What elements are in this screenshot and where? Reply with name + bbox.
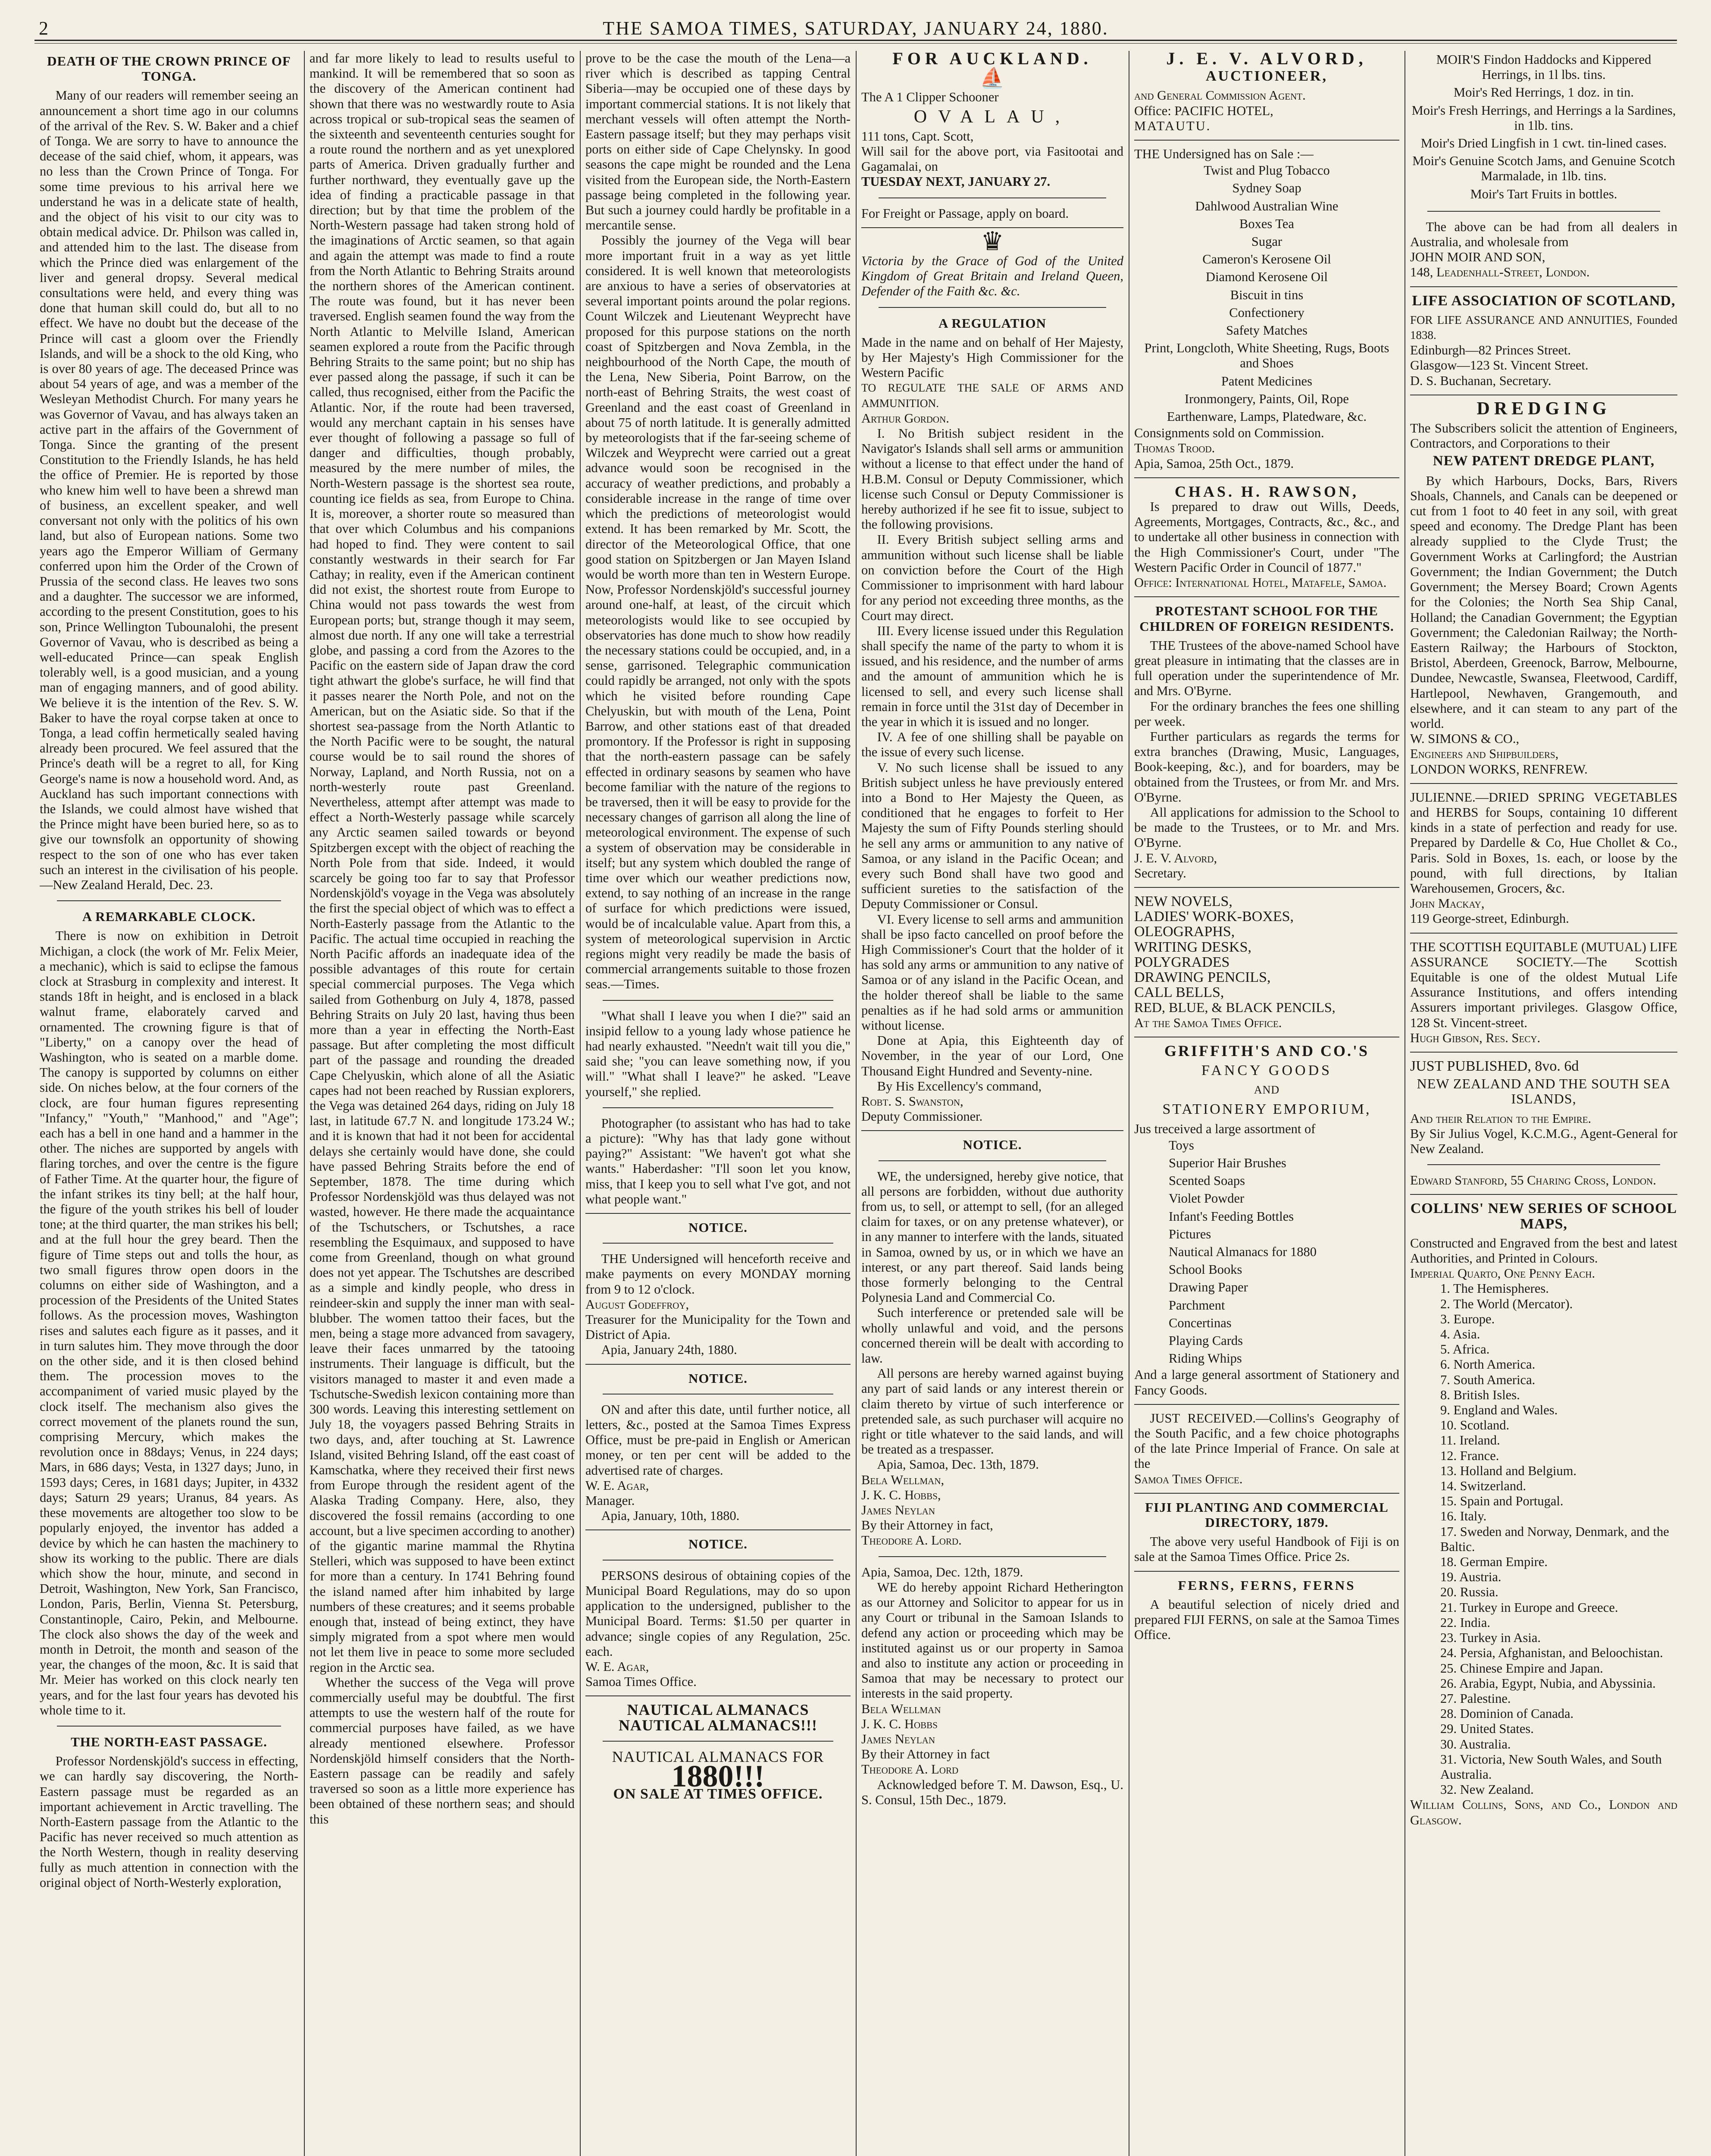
article-paragraph: Many of our readers will remember seeing an announcement a short time ago in our columns of the arrival of the Rev. S. W. Baker and a chief of Tonga. We are sorry to have to announce the decease of the said chief, whom, it appears, was no less than the Crown Prince of Tonga. For some time previous to his arrival here we understand he was in a delicate state of health, and the object of his visit to our city was to obtain medical advice. Dr. Philson was called in, and attended him to the last. The disease from which the Prince died was enlargement of the liver and general dropsy. Several medical consultations were held, and every thing was done that human skill could do, but all to no effect. We have no doubt but the decease of the Prince will cast a gloom over the Friendly Islands, and will be a shock to the old King, who is over 80 years of age. The deceased Prince was about 54 years of age, and was a member of the Wesleyan Methodist Church. For many years he was Governor of Vavau, and has always taken an active part in the affairs of the Government of Tonga. Since the granting of the present Constitution to the Friendly Islands, he has held the office of Premier. He is reported by those who knew him well to have been a shrewd man of business, an excellent speaker, and well conversant not only with the politics of his own land, but also of European nations. Some two years ago the Emperor William of Germany conferred upon him the Order of the Crown of Prussia of the second class. He leaves two sons and a daughter. The successor we are informed, according to the present Constitution, goes to his son, Prince Wellington Tubounalohi, the present Governor of Vavau, who is described as being a well-educated Prince—can speak English tolerably well, is a good musician, and a young man of engaging manners, and of good ability. We believe it is the intention of the Rev. S. W. Baker to have the royal corpse taken at once to Tonga, a lead coffin hermetically sealed having already been procured. We feel assured that the Prince's death will be a regret to all, for King George's name is now a household word. And, as Auckland has such important connections with the Islands, we could almost have wished that the Prince might have been buried here, so as to give our townsfolk an opportunity of showing respect to the son of one who has ever taken such an interest in the civilisation of his people.—New Zealand Herald, Dec. 23. [40, 88, 298, 892]
moir-item: Moir's Dried Lingfish in 1 cwt. tin-lined cases. [1420, 136, 1667, 151]
article-paragraph: There is now on exhibition in Detroit Michigan, a clock (the work of Mr. Felix Meier, a mechanic), which is said to eclipse the famous clock at Strasburg in complexity and interest. It stands 18ft in height, and is enclosed in a black walnut frame, elaborately carved and ornamented. The crowning figure is that of "Liberty," on a canopy over the head of Washington, who is seated on a marble dome. The canopy is supported by columns on either side. On niches below, at the four corners of the clock, are four human figures representing "Infancy," "Youth," "Manhood," and "Age"; each has a bell in one hand and a hammer in the other. The niches are supported by angels with flaring torches, and over the centre is the figure of Father Time. At the quarter hour, the figure of the infant strikes its tiny bell; at the half hour, the figure of the youth strikes his bell of louder tone; at the third quarter, the man strikes his bell; and at the full hour the grey beard. Then the figure of Time steps out and tolls the hour, as two small figures throw open doors in the columns on either side of Washington, and a procession of the Presidents of the United States follows. As the procession moves, Washington rises and salutes each figure as it passes, and it in turn salutes him. They move through the door on the other side, and it is then closed behind them. The procession moves to the accompaniment of varied music played by the clock itself. The mechanism also gives the correct movement of the planets round the sun, comprising Mercury, which makes the revolution once in 88days; Venus, in 224 days; Mars, in 686 days; Vesta, in 1327 days; Juno, in 1593 days; Ceres, in 1681 days; Jupiter, in 4332 days; Saturn 29 years; Uranus, 84 years. As these movements are altogether too slow to be popularly enjoyed, the inventor has added a device by which he can hasten the machinery to show its working to the public. There are dials which show the hour, minute, and second in Detroit, Washington, New York, San Francisco, London, Paris, Berlin, Vienna St. Petersburg, Constantinople, Cairo, Pekin, and Melbourne. The clock also shows the day of the week and month in Detroit, the month and season of the year, the changes of the moon, &c. It is said that Mr. Meier has worked on this clock nearly ten years, and for the last four years has devoted his whole time to it. [40, 928, 298, 1717]
divider [603, 1394, 833, 1395]
moir-item: Moir's Genuine Scotch Jams, and Genuine Scotch Marmalade, in 1lb. tins. [1412, 154, 1675, 184]
ad-text: Constructed and Engraved from the best and latest Authorities, and Printed in Colours. [1410, 1235, 1677, 1266]
notice-signatory: Bela Wellman, [861, 1472, 945, 1487]
notice-signatory: J. K. C. Hobbs, [861, 1487, 941, 1502]
ship-icon: ⛵ [980, 67, 1005, 89]
regulation-clause: V. No such license shall be issued to any British subject unless he have previously entered into a Bond to Her Majesty the Queen, as conditioned that he engages to forfeit to Her Majesty the sum of Fifty Pounds sterling should he sell any arms or ammunition to any native of Samoa, or any island in the Pacific Ocean; and every such Bond shall have two good and sufficient sureties to the satisfaction of the Deputy Commissioner or Consul. [861, 760, 1123, 912]
notice-signatory: J. K. C. Hobbs [861, 1716, 938, 1731]
notice-date: Apia, Samoa, Dec. 13th, 1879. [877, 1457, 1039, 1472]
ad-title: DREDGING [1476, 398, 1611, 419]
ad-line: Samoa Times Office. [1134, 1471, 1243, 1486]
regulation-done: Done at Apia, this Eighteenth day of November, in the year of our Lord, One Thousand Eight Hundred and Seventy-nine. [861, 1033, 1123, 1078]
ad-signatory: John Mackay, [1410, 896, 1485, 911]
notice-postage [585, 1371, 851, 1524]
goods-list [1134, 162, 1399, 426]
notice-title: NOTICE. [688, 1536, 748, 1552]
goods-item: Cameron's Kerosene Oil [1202, 252, 1331, 267]
ad-signatory: JOHN MOIR AND SON, [1410, 250, 1545, 265]
divider [585, 1529, 851, 1530]
divider [879, 1556, 1106, 1557]
ad-line: Engineers and Shipbuilders, [1410, 746, 1559, 761]
map-item: 25. Chinese Empire and Japan. [1440, 1661, 1603, 1676]
ad-signatory: Thomas Trood. [1134, 441, 1215, 456]
divider [603, 1560, 833, 1561]
regulation-role: Deputy Commissioner. [861, 1109, 983, 1124]
map-item: 26. Arabia, Egypt, Nubia, and Abyssinia. [1440, 1676, 1656, 1691]
regulation-intro: Made in the name and on behalf of Her Majesty, by Her Majesty's High Commissioner for the Western Pacific [861, 335, 1123, 380]
ad-nautical-almanacs [585, 1702, 851, 1802]
divider [879, 1160, 1106, 1161]
ad-title: FIJI PLANTING AND COMMERCIAL DIRECTORY, 1879. [1145, 1499, 1389, 1530]
map-item: 4. Asia. [1440, 1327, 1480, 1342]
notice-line: Acknowledged before T. M. Dawson, Esq., U. S. Consul, 15th Dec., 1879. [861, 1777, 1123, 1807]
map-item: 11. Ireland. [1440, 1433, 1500, 1448]
notice-line: By their Attorney in fact [861, 1747, 990, 1762]
map-item: 29. United States. [1440, 1721, 1534, 1736]
notice-text: WE do hereby appoint Richard Hetherington as our Attorney and Solicitor to appear for us in any Court or tribunal in the Samoan Islands to defend any action or proceeding which may be instituted against us or our property in Samoa and also to institute any action or proceeding in Samoa that may be necessary to protect our interests in the said property. [861, 1579, 1123, 1701]
regulation-clause: I. No British subject resident in the Navigator's Islands shall sell arms or ammunition without a license to that effect under the hand of H.B.M. Consul or Deputy Commissioner, which license such Consul or Deputy Commissioner is hereby authorized if he see fit to issue, subject to the following provisions. [861, 426, 1123, 532]
divider [879, 197, 1106, 198]
goods-item: Diamond Kerosene Oil [1206, 270, 1328, 285]
map-item: 5. Africa. [1440, 1342, 1490, 1357]
notice-regulations [585, 1536, 851, 1689]
map-item: 31. Victoria, New South Wales, and South Australia. [1440, 1752, 1662, 1782]
notice-role: Manager. [585, 1493, 635, 1508]
ad-line: 111 tons, Capt. Scott, [861, 128, 974, 144]
moir-item: Moir's Tart Fruits in bottles. [1470, 186, 1617, 201]
notice-signatory: James Neylan [861, 1503, 935, 1518]
divider [57, 900, 281, 901]
notice-role: Treasurer for the Municipality for the Town and District of Apia. [585, 1312, 851, 1342]
ad-line: DRAWING PENCILS, [1134, 969, 1271, 985]
goods-item: Sydney Soap [1232, 181, 1301, 196]
notice-line: By their Attorney in fact, [861, 1518, 993, 1533]
map-item: 8. British Isles. [1440, 1387, 1520, 1402]
ad-text: JUST RECEIVED.—Collins's Geography of the South Pacific, and a few choice photographs of the late Prince Imperial of France. On sale at the [1134, 1410, 1399, 1471]
ad-text: The Subscribers solicit the attention of Engineers, Contractors, and Corporations to their [1410, 421, 1677, 451]
goods-item: Patent Medicines [1221, 373, 1312, 389]
ad-signatory: D. S. Buchanan, Secretary. [1410, 373, 1551, 388]
column-1 [40, 51, 298, 2156]
notice-signatory: Theodore A. Lord [861, 1762, 959, 1777]
ad-subtitle: NEW PATENT DREDGE PLANT, [1433, 453, 1655, 469]
ad-line: OLEOGRAPHS, [1134, 924, 1235, 940]
notice-title: NOTICE. [963, 1137, 1022, 1153]
notice-text: All persons are hereby warned against buying any part of said lands or any interest therein or claim thereto by virtue of such interference or pretended sale, as such purchaser will acquire no right or title whatever to the said lands, and will be treated as a trespasser. [861, 1366, 1123, 1457]
column-rule [856, 51, 857, 2156]
header-rule [34, 40, 1677, 41]
header-rule-thin [34, 43, 1677, 44]
headline: A REMARKABLE CLOCK. [82, 909, 256, 924]
stock-item: School Books [1169, 1262, 1242, 1277]
ad-line: And their Relation to the Empire. [1410, 1111, 1592, 1126]
map-item: 30. Australia. [1440, 1736, 1511, 1752]
ad-signatory: W. SIMONS & CO., [1410, 731, 1520, 746]
ad-line: WRITING DESKS, [1134, 939, 1251, 955]
divider [585, 1213, 851, 1214]
divider [603, 1741, 833, 1742]
ad-line: RED, BLUE, & BLACK PENCILS, [1134, 1000, 1336, 1015]
ad-text: THE SCOTTISH EQUITABLE (MUTUAL) LIFE ASSURANCE SOCIETY.—The Scottish Equitable is one of the oldest Mutual Life Assurance Institutions, and offers intending Assurers important privileges. Glasgow Office, 128 St. Vincent-street. [1410, 939, 1677, 1030]
divider [603, 1107, 833, 1108]
article-paragraph: Possibly the journey of the Vega will bear more important fruit in a way as yet little considered. It is well known that meteorologists are anxious to have a series of observatories at several important points around the polar regions. Count Wilczek and Lieutenant Weyprecht have proposed for this purpose stations on the north coast of Spitzbergen and Nova Zembla, in the neighbourhood of the North Cape, the mouth of the Lena, New Siberia, Point Barrow, on the north-east of Behring Straits, the west coast of Greenland and the east coast of Greenland in about 75 of north latitude. It is generally admitted by meteorologists that if the far-seeing scheme of Wilczek and Weyprecht were carried out a great advance would soon be recognised in the accuracy of weather predictions, and probably a considerable increase in the range of time over which the predictions of meteorologist would extend. It has been remarked by Mr. Scott, the director of the Meteorological Office, that one good station on Spitzbergen or Jan Mayen Island would be worth more than ten in Western Europe. Now, Professor Nordenskjöld's successful journey around one-half, at least, of the circuit which meteorologists would like to see occupied by observatories has done much to show how readily the necessary stations could be occupied, and, in a sense, garrisoned. Telegraphic communication could rapidly be arranged, not only with the spots which he visited before rounding Cape Chelyuskin, but with mouth of the Lena, Point Barrow, and other stations east of that dreaded promontory. If the Professor is right in supposing that the north-eastern passage can be safely effected in ordinary seasons by seamen who have become familiar with the nature of the regions to be traversed, then it will be easy to provide for the necessary changes of garrison all along the line of meteorological environment. The expense of such a system of observation may be considerable in itself; but any system which doubled the range of time over which our weather predictions now, extend, to say nothing of an increase in the range of surface for which predictions were issued, would be of incalculable value. Apart from this, a system of meteorological supervision in Arctic regions might very readily be made the basis of commercial arrangements suitable to those frozen seas.—Times. [585, 233, 851, 992]
goods-item: Boxes Tea [1239, 216, 1294, 231]
ad-line: 148, Leadenhall-Street, London. [1410, 265, 1590, 280]
notice-title: NOTICE. [688, 1370, 748, 1386]
map-item: 24. Persia, Afghanistan, and Beloochistan. [1440, 1645, 1663, 1661]
notice-signatory: James Neylan [861, 1731, 935, 1746]
stock-item: Superior Hair Brushes [1169, 1156, 1286, 1170]
newspaper-title: THE SAMOA TIMES, SATURDAY, JANUARY 24, 1880. [603, 18, 1109, 39]
stock-item: Nautical Almanacs for 1880 [1169, 1244, 1317, 1260]
stock-item: Riding Whips [1169, 1351, 1242, 1366]
divider [1410, 1052, 1677, 1053]
map-item: 9. England and Wales. [1440, 1403, 1558, 1418]
map-item: 17. Sweden and Norway, Denmark, and the Baltic. [1440, 1524, 1669, 1554]
ad-text: JULIENNE.—DRIED SPRING VEGETABLES and HERBS for Soups, containing 10 different kinds in a state of perfection and ready for use. Prepared by Dardelle & Co, Hue Chollet & Co., Paris. Sold in Boxes, 1s. each, or loose by the pound, with full directions, by Italian Warehousemen, Grocers, &c. [1410, 790, 1677, 896]
royal-crest-icon: ♛ [981, 227, 1004, 256]
ad-line: Consignments sold on Commission. [1134, 426, 1324, 441]
ad-line: MATAUTU. [1134, 118, 1211, 133]
map-item: 12. France. [1440, 1448, 1499, 1463]
ad-subtitle: STATIONERY EMPORIUM, [1162, 1101, 1371, 1118]
notice-date: Apia, January 24th, 1880. [601, 1342, 737, 1357]
ad-line: LADIES' WORK-BOXES, [1134, 909, 1294, 925]
divider [879, 307, 1106, 308]
column-rule [580, 51, 581, 2156]
ad-line: And a large general assortment of Stationery and Fancy Goods. [1134, 1367, 1399, 1398]
ad-title: NAUTICAL ALMANACS NAUTICAL ALMANACS!!! [618, 1701, 818, 1734]
ad-line: 119 George-street, Edinburgh. [1410, 911, 1569, 926]
maps-list [1410, 1281, 1677, 1797]
map-item: 14. Switzerland. [1440, 1479, 1526, 1494]
regulation-clause: VI. Every license to sell arms and ammunition shall be ipso facto cancelled on proof before the High Commissioner's Court that the holder of it has sold any arms or ammunition to any native of Samoa or of any island in the Pacific Ocean, and the holder thereof shall be liable to the same penalties as if he had sold arms or ammunition without license. [861, 912, 1123, 1033]
goods-item: Ironmongery, Paints, Oil, Rope [1185, 391, 1349, 406]
map-item: 20. Russia. [1440, 1585, 1498, 1600]
map-item: 32. New Zealand. [1440, 1782, 1534, 1797]
column-5 [1134, 51, 1399, 2156]
proclamation-heading: Victoria by the Grace of God of the United Kingdom of Great Britain and Ireland Queen, Defender of the Faith &c. &c. [861, 254, 1123, 299]
ad-text: THE Trustees of the above-named School have great pleasure in intimating that the classes are in full operation under the superintendence of Mr. and Mrs. O'Byrne. [1134, 638, 1399, 699]
divider [1410, 933, 1677, 934]
ad-line: Glasgow—123 St. Vincent Street. [1410, 358, 1589, 373]
ad-line: The A 1 Clipper Schooner [861, 90, 999, 105]
ad-signatory: J. E. V. Alvord, [1134, 850, 1217, 865]
notice-signatory: W. E. Agar, [585, 1478, 649, 1493]
regulation-clause: II. Every British subject selling arms and ammunition without such license shall be liable on conviction before the Court of the High Commissioner to imprisonment with hard labour for any period not exceeding three months, as the Court may direct. [861, 532, 1123, 623]
ad-line: Edinburgh—82 Princes Street. [1410, 343, 1571, 358]
ad-line: THE Undersigned has on Sale :— [1134, 147, 1314, 162]
stock-item: Drawing Paper [1169, 1280, 1248, 1295]
divider [1134, 1404, 1399, 1405]
ad-title: GRIFFITH'S AND CO.'S [1164, 1042, 1370, 1059]
map-item: 7. South America. [1440, 1372, 1536, 1387]
ad-line: CALL BELLS, [1134, 984, 1224, 1001]
stock-item: Scented Soaps [1169, 1173, 1245, 1188]
ad-line: NAUTICAL ALMANACS FOR [612, 1748, 824, 1765]
notice-signatory: August Godeffroy, [585, 1297, 689, 1312]
map-item: 13. Holland and Belgium. [1440, 1463, 1576, 1478]
divider [585, 1695, 851, 1696]
headline: THE NORTH-EAST PASSAGE. [71, 1734, 267, 1749]
regulation-signatory: Arthur Gordon. [861, 411, 949, 426]
divider [1410, 783, 1677, 784]
notice-text: PERSONS desirous of obtaining copies of the Municipal Board Regulations, may do so upon application to the undersigned, publisher to the Municipal Board. Terms: $1.50 per quarter in advance; single copies of any Regulation, 25c. each. [585, 1568, 851, 1659]
ad-title: FOR AUCKLAND. [892, 51, 1092, 68]
regulation-clause: III. Every license issued under this Regulation shall specify the name of the party to whom it is issued, and his residence, and the number of arms and the amount of ammunition which he is licensed to sell, and every such license shall remain in force until the 31st day of December in the year in which it is issued and no longer. [861, 623, 1123, 729]
ad-text: The above can be had from all dealers in Australia, and wholesale from [1410, 219, 1677, 250]
ad-line: Office: PACIFIC HOTEL, [1134, 103, 1273, 118]
goods-item: Confectionery [1229, 305, 1304, 320]
article-paragraph: Whether the success of the Vega will prove commercially useful may be doubtful. The first attempts to use the western half of the route for commercial purposes have failed, as we have already mentioned elsewhere. Professor Nordenskjöld himself considers that the North-Eastern passage can be readily and safely traversed so soon as a little more experience has been obtained of these northern seas; and should this [310, 1675, 575, 1827]
stock-item: Parchment [1169, 1297, 1225, 1313]
map-item: 6. North America. [1440, 1357, 1536, 1372]
divider [1134, 477, 1399, 478]
notice-text: ON and after this date, until further notice, all letters, &c., posted at the Samoa Times Express Office, must be pre-paid in English or American money, or ten per cent will be added to the advertised rate of charges. [585, 1402, 851, 1478]
ad-text: A beautiful selection of nicely dried and prepared FIJI FERNS, on sale at the Samoa Times Office. [1134, 1597, 1399, 1642]
notice-date: Apia, Samoa, Dec. 12th, 1879. [861, 1564, 1023, 1579]
ad-title: COLLINS' NEW SERIES OF SCHOOL MAPS, [1410, 1200, 1677, 1232]
article-paragraph: and far more likely to lead to results useful to mankind. It will be remembered that so soon as the discovery of the American continent had shown that there was no westwardly route to Asia across tropical or sub-tropical seas the seamen of the sixteenth and seventeenth centuries sought for a route round the northern and as yet unexplored parts of America. Driven gradually further and further northward, they eventually gave up the idea of finding a practicable passage in that direction; but by that time the problem of the North-Western passage had taken strong hold of the imaginations of Arctic seamen, so that again and again the attempt was made to find a route from the North Atlantic to Behring Straits around the northern shores of the American continent. The route was found, but it has never been traversed. English seamen found the way from the North Atlantic to Melville Island, American seamen explored a route from the Pacific through Behring Straits to the same point; but no ship has ever passed along the passage, if such it can be called, thus recognised, either from the Pacific the Atlantic. Nor, if the route had been traversed, would any merchant captain in his senses have ever thought of following a passage so full of danger and difficulties, though probably, measured by the mere number of miles, the North-Western passage is the shortest sea route, counting ice fields as sea, from Europe to China. It is, moreover, a shorter route so measured than that over which Columbus and his companions had hoped to find. They were content to sail constantly westwards in their search for Far Cathay; in reality, even if the American continent did not exist, the shortest route from Europe to China would not pass towards the west from European ports; but, strange though it may seem, almost due north. If any one will take a terrestrial globe, and passing a cord from the Azores to the Pacific on the eastern side of Japan draw the cord tight athwart the globe's surface, he will find that it passes nearer the North Pole, and not on the American, but on the Asiatic side. So that if the shortest sea-passage from the North Atlantic to the North Pacific were to be sought, the natural course would be to sail round the shores of Norway, Lapland, and North Russia, not on a north-westerly route past Greenland. Nevertheless, attempt after attempt was made to effect a North-Westerly passage while scarcely any Arctic seamen sailed towards or beyond Spitzbergen except with the object of reaching the North Pole from that side. Indeed, it would scarcely be going too far to say that Professor Nordenskjöld's voyage in the Vega was absolutely the first the special object of which was to effect a North-Easterly passage from the Atlantic to the Pacific. The actual time occupied in reaching the North Pacific affords an inadequate idea of the possible advantages of this route for certain special commercial purposes. The Vega which sailed from Gothenburg on July 4, 1878, passed Behring Straits on July 20 last, having thus been more than a year in effecting the North-East passage. But after completing the most difficult part of the passage and rounding the dreaded Cape Chelyuskin, which alone of all the Asiatic capes had not been reached by Russian explorers, the Vega was detained 264 days, riding on July 18 last, in latitude 67.7 N. and longitude 173.24 W.; and it is known that had it not been for accidental delays she certainly would have done, she could have passed Behring Straits before the end of September, 1878. The time during which Professor Nordenskjöld was thus delayed was not wasted, however. He there made the acquaintance of the Tschutschers, or Tschutshes, a race resembling the Esquimaux, and supposed to have come from Greenland, though on what ground does not yet appear. The Tschutshes are described as a simple and kindly people, who dress in reindeer-skin and supply the inner man with seal-blubber. The women tattoo their faces, but the men, being a stage more advanced from savagery, leave their faces unmarred by the tatooing instruments. Their language is difficult, but the visitors managed to master it and even made a Tschutsche-Swedish lexicon containing more than 300 words. Leaving this interesting settlement on July 18, the voyagers passed Behring Straits in two days, and, after touching at St. Lawrence Island, visited Behring Island, off the east coast of Kamschatka, where they received their first news from Europe through the resident agent of the Alaska Trading Company. Here, also, they discovered the fossil remains (according to one account, but a live specimen according to another) of the gigantic marine mammal the Rhytina Stelleri, which was supposed to have been extinct for more than a century. In 1741 Behring found the island named after him inhabited by large numbers of these creatures; and it seems probable enough that, instead of being extinct, they have simply migrated from a spot where men would not let them live in peace to some more secluded region in the Arctic sea. [310, 51, 575, 1675]
ad-signatory: Hugh Gibson, Res. Secy. [1410, 1030, 1541, 1045]
stock-item: Playing Cards [1169, 1333, 1243, 1348]
notice-role: Samoa Times Office. [585, 1674, 697, 1689]
ad-line: NEW NOVELS, [1134, 893, 1232, 909]
regulation-command: By His Excellency's command, [877, 1078, 1042, 1094]
map-item: 21. Turkey in Europe and Greece. [1440, 1600, 1618, 1615]
notice-date: Apia, January, 10th, 1880. [601, 1508, 740, 1523]
stock-item: Violet Powder [1169, 1191, 1245, 1206]
ad-line: Office: International Hotel, Matafele, Samoa. [1134, 575, 1387, 590]
headline: DEATH OF THE CROWN PRINCE OF TONGA. [47, 53, 291, 84]
ad-subtitle: NEW ZEALAND AND THE SOUTH SEA ISLANDS, [1417, 1076, 1671, 1107]
ad-line: POLYGRADES [1134, 954, 1230, 970]
ad-signatory: William Collins, Sons, and Co., London and Glasgow. [1410, 1797, 1677, 1827]
map-item: 27. Palestine. [1440, 1691, 1511, 1706]
ad-line: Imperial Quarto, One Penny Each. [1410, 1266, 1595, 1281]
divider [1134, 887, 1399, 888]
ad-title: JUST PUBLISHED, 8vo. 6d [1410, 1058, 1579, 1074]
divider [603, 1243, 833, 1244]
ship-name: OVALAU, [913, 107, 1071, 127]
map-item: 2. The World (Mercator). [1440, 1296, 1573, 1311]
ad-line: and General Commission Agent. [1134, 88, 1306, 103]
goods-item: Biscuit in tins [1230, 287, 1304, 302]
moir-item: Moir's Red Herrings, 1 doz. in tin. [1453, 85, 1634, 100]
column-4 [861, 51, 1123, 2156]
map-item: 19. Austria. [1440, 1570, 1501, 1585]
divider [1134, 140, 1399, 141]
divider [1410, 286, 1677, 287]
ad-title: FERNS, FERNS, FERNS [1178, 1577, 1356, 1593]
ad-title: PROTESTANT SCHOOL FOR THE CHILDREN OF FOREIGN RESIDENTS. [1139, 603, 1394, 634]
ad-line: Jus treceived a large assortment of [1134, 1121, 1316, 1136]
ad-sale: ON SALE AT TIMES OFFICE. [613, 1786, 823, 1802]
stock-item: Pictures [1169, 1226, 1211, 1241]
stock-item: Toys [1169, 1138, 1194, 1153]
notice-signatory: Theodore A. Lord. [861, 1533, 962, 1548]
masthead [34, 17, 1677, 45]
article-paragraph: prove to be the case the mouth of the Lena—a river which is described as tapping Central Siberia—may be occupied one of these days by important commercial stations. It is not likely that merchant vessels will often attempt the North-Eastern passage itself; but they may perhaps visit ports on either side of Cape Chelynsky. In good seasons the cape might be rounded and the Lena visited from the European side, the North-Eastern passage being completed in the following year. But such a journey could hardly be profitable in a mercantile sense. [585, 51, 851, 233]
divider [1427, 211, 1660, 212]
ad-line: For Freight or Passage, apply on board. [861, 206, 1069, 221]
ad-text: By which Harbours, Docks, Bars, Rivers Shoals, Channels, and Canals can be deepened or cut from 1 foot to 40 feet in any soil, with great speed and economy. The Dredge Plant has been already supplied to the Clyde Trust; the Government Works at Carlingford; the Austrian Government; the Indian Government; the Dutch Government; the Mersey Board; Crown Agents for the Colonies; the North Sea Ship Canal, Holland; the Canadian Government; the Egyptian Government; the Caledonian Railway; the North-Eastern Railway; the Harbours of Stockton, Bristol, Aberdeen, Greenock, Barrow, Melbourne, Dundee, Newcastle, Swansea, Fleetwood, Cardiff, Hartlepool, Newhaven, Grangemouth, and elsewhere, and it can steam to any part of the world. [1410, 473, 1677, 731]
page-number: 2 [39, 18, 48, 39]
ad-year: 1880!!! [671, 1758, 765, 1793]
ad-line: By Sir Julius Vogel, K.C.M.G., Agent-General for New Zealand. [1410, 1126, 1677, 1156]
notice-signatory: W. E. Agar, [585, 1659, 649, 1674]
goods-item: Dahlwood Australian Wine [1195, 198, 1339, 213]
notice-text: WE, the undersigned, hereby give notice, that all persons are forbidden, without due authority from us, to sell, or attempt to sell, (for an alleged claim for taxes, or on any pretense whatever), or in any manner to interfere with the lands, situated in Samoa, owned by us, or in which we have an interest, or any part thereof. Said lands being those formerly belonging to the Central Polynesia Land and Commercial Co. [861, 1169, 1123, 1305]
divider [1427, 1164, 1660, 1165]
ad-text: The above very useful Handbook of Fiji is on sale at the Samoa Times Office. Price 2s. [1134, 1534, 1399, 1564]
notice-text: Such interference or pretended sale will be wholly unlawful and void, and the persons concerned therein will be dealt with according to law. [861, 1305, 1123, 1366]
items-list [1134, 1137, 1399, 1368]
regulation-clause: IV. A fee of one shilling shall be payable on the issue of every such license. [861, 730, 1123, 760]
column-6 [1410, 51, 1677, 2156]
column-rule [1404, 51, 1405, 2156]
stock-item: Concertinas [1169, 1315, 1232, 1330]
ad-line: FOR LIFE ASSURANCE AND ANNUITIES, Founded 1838. [1410, 313, 1677, 342]
ad-title: CHAS. H. RAWSON, [1174, 483, 1359, 500]
moir-item: MOIR'S Findon Haddocks and Kippered Herrings, in 1l lbs. tins. [1436, 52, 1652, 82]
divider [57, 1726, 281, 1727]
ad-title: LIFE ASSOCIATION OF SCOTLAND, [1412, 292, 1676, 309]
moir-item: Moir's Fresh Herrings, and Herrings a la Sardines, in 1lb. tins. [1411, 103, 1676, 133]
sail-date: TUESDAY NEXT, JANUARY 27. [861, 174, 1051, 189]
goods-item: Safety Matches [1226, 323, 1307, 338]
ad-subtitle: FANCY GOODS [1201, 1062, 1333, 1078]
divider [1410, 1194, 1677, 1195]
ad-line: LONDON WORKS, RENFREW. [1410, 761, 1588, 777]
map-item: 28. Dominion of Canada. [1440, 1706, 1574, 1721]
ad-text: All applications for admission to the School to be made to the Trustees, or to Mr. and Mrs. O'Byrne. [1134, 805, 1399, 850]
ad-date: Apia, Samoa, 25th Oct., 1879. [1134, 456, 1294, 471]
map-item: 10. Scotland. [1440, 1418, 1510, 1433]
regulation-title: A REGULATION [938, 315, 1046, 331]
regulation-signatory: Robt. S. Swanston, [861, 1094, 963, 1109]
moir-list [1410, 51, 1677, 203]
map-item: 3. Europe. [1440, 1311, 1495, 1326]
map-item: 15. Spain and Portugal. [1440, 1494, 1564, 1509]
ad-text: Is prepared to draw out Wills, Deeds, Agreements, Mortgages, Contracts, &c., &c., and to undertake all other business in connection with the High Commissioner's Court, under "The Western Pacific Order in Council of 1877." [1134, 499, 1399, 575]
divider [603, 1000, 833, 1001]
divider [1134, 1571, 1399, 1572]
divider [1134, 1493, 1399, 1494]
divider [1134, 596, 1399, 597]
stock-item: Infant's Feeding Bottles [1169, 1209, 1294, 1224]
column-rule [304, 51, 305, 2156]
map-item: 1. The Hemispheres. [1440, 1281, 1549, 1296]
map-item: 23. Turkey in Asia. [1440, 1630, 1541, 1645]
ad-text: Further particulars as regards the terms for extra branches (Drawing, Music, Languages, Book-keeping, &c.), and for boarders, may be obtained from the Trustees, or from Mr. and Mrs. O'Byrne. [1134, 729, 1399, 805]
ad-line: Edward Stanford, 55 Charing Cross, London. [1410, 1173, 1656, 1188]
column-3 [585, 51, 851, 2156]
notice-text: THE Undersigned will henceforth receive and make payments on every MONDAY morning from 9 to 12 o'clock. [585, 1251, 851, 1297]
divider [861, 1130, 1123, 1131]
column-2 [310, 51, 575, 2156]
map-item: 18. German Empire. [1440, 1554, 1548, 1570]
ad-subtitle: AUCTIONEER, [1206, 68, 1328, 85]
map-item: 22. India. [1440, 1615, 1491, 1630]
ad-text: For the ordinary branches the fees one shilling per week. [1134, 699, 1399, 729]
ad-title: J. E. V. ALVORD, [1166, 51, 1367, 68]
ad-line: Will sail for the above port, via Fasitootai and Gagamalai, on [861, 144, 1123, 174]
divider [585, 1364, 851, 1365]
goods-item: Twist and Plug Tobacco [1204, 163, 1330, 178]
goods-item: Sugar [1251, 234, 1282, 249]
ad-line: AND [1254, 1084, 1280, 1097]
ad-line: At the Samoa Times Office. [1134, 1015, 1282, 1030]
goods-item: Print, Longcloth, White Sheeting, Rugs, Boots and Shoes [1144, 341, 1389, 371]
article-paragraph: Professor Nordenskjöld's success in effecting, we can hardly say discovering, the North-Eastern passage must be regarded as an important achievement in Arctic travelling. The North-Eastern passage from the Atlantic to the Pacific has never received so much attention as the North Western, though in reality deserving fully as much attention in connection with the original object of North-Westerly exploration, [40, 1754, 298, 1890]
notice-signatory: Bela Wellman [861, 1701, 941, 1716]
regulation-subtitle: TO REGULATE THE SALE OF ARMS AND AMMUNITION. [861, 382, 1123, 410]
map-item: 16. Italy. [1440, 1509, 1487, 1524]
anecdote: "What shall I leave you when I die?" said an insipid fellow to a young lady whose patience he had nearly exhausted. "Needn't wait till you die," said she; "you can leave something now, if you will." "What shall I leave?" he asked. "Leave yourself," she replied. [585, 1008, 851, 1099]
notice-treasurer [585, 1220, 851, 1358]
goods-item: Earthenware, Lamps, Platedware, &c. [1167, 409, 1367, 424]
ad-role: Secretary. [1134, 865, 1186, 881]
anecdote: Photographer (to assistant who has had to take a picture): "Why has that lady gone without paying?" Assistant: "We haven't got what she wants." Haberdasher: "I'll soon let you know, miss, that I keep you to sell what I've got, and not what people want." [585, 1116, 851, 1206]
notice-title: NOTICE. [688, 1220, 748, 1235]
